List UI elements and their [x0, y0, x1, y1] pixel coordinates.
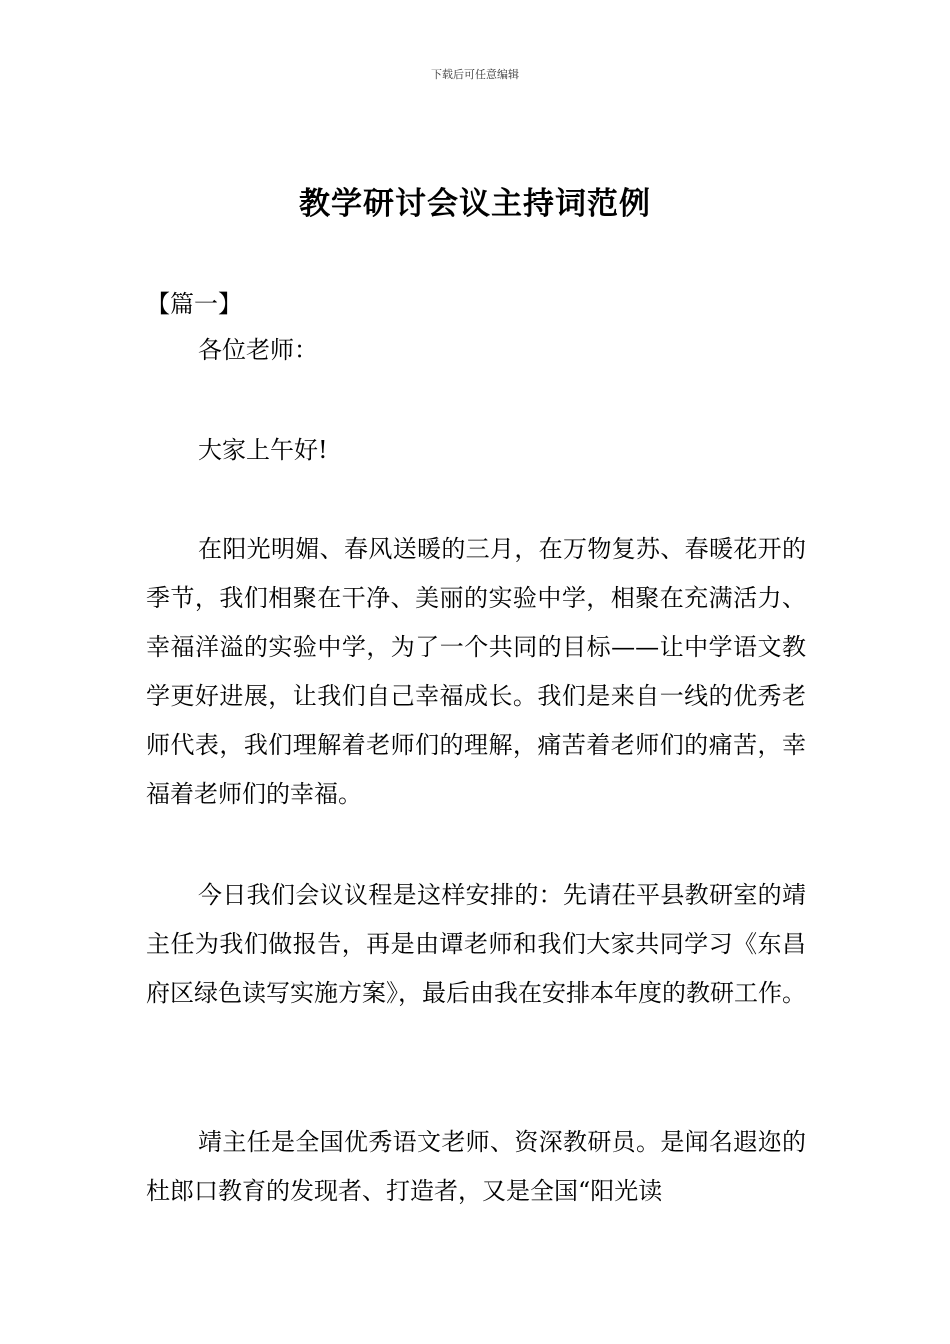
paragraph-agenda — [146, 871, 806, 1018]
paragraph-greeting — [146, 326, 806, 375]
paragraph-text: 大家上午好! — [198, 436, 328, 464]
paragraph-text: 在阳光明媚、春风送暖的三月，在万物复苏、春暖花开的季节，我们相聚在干净、美丽的实验中学，相聚在充满活力、幸福洋溢的实验中学，为了一个共同的目标——让中学语文教学更好进展，让我们自己幸福成长。我们是来自一线的优秀老师代表，我们理解着老师们的理解，痛苦着老师们的痛苦，幸福着老师们的幸福。 — [146, 535, 806, 808]
paragraph-morning — [146, 426, 806, 475]
paragraph-text: 靖主任是全国优秀语文老师、资深教研员。是闻名遐迩的杜郎口教育的发现者、打造者，又是全国“阳光读 — [146, 1128, 806, 1205]
paragraph-text: 今日我们会议议程是这样安排的：先请茌平县教研室的靖主任为我们做报告，再是由谭老师和我们大家共同学习《东昌府区绿色读写实施方案》，最后由我在安排本年度的教研工作。 — [146, 881, 806, 1007]
document-title: 教学研讨会议主持词范例 — [299, 186, 651, 222]
header-note: 下载后可任意编辑 — [431, 68, 519, 81]
paragraph-director — [146, 1118, 806, 1216]
paragraph-intro — [146, 525, 806, 819]
paragraph-text: 各位老师： — [198, 336, 318, 364]
section-label: 【篇一】 — [146, 290, 242, 318]
